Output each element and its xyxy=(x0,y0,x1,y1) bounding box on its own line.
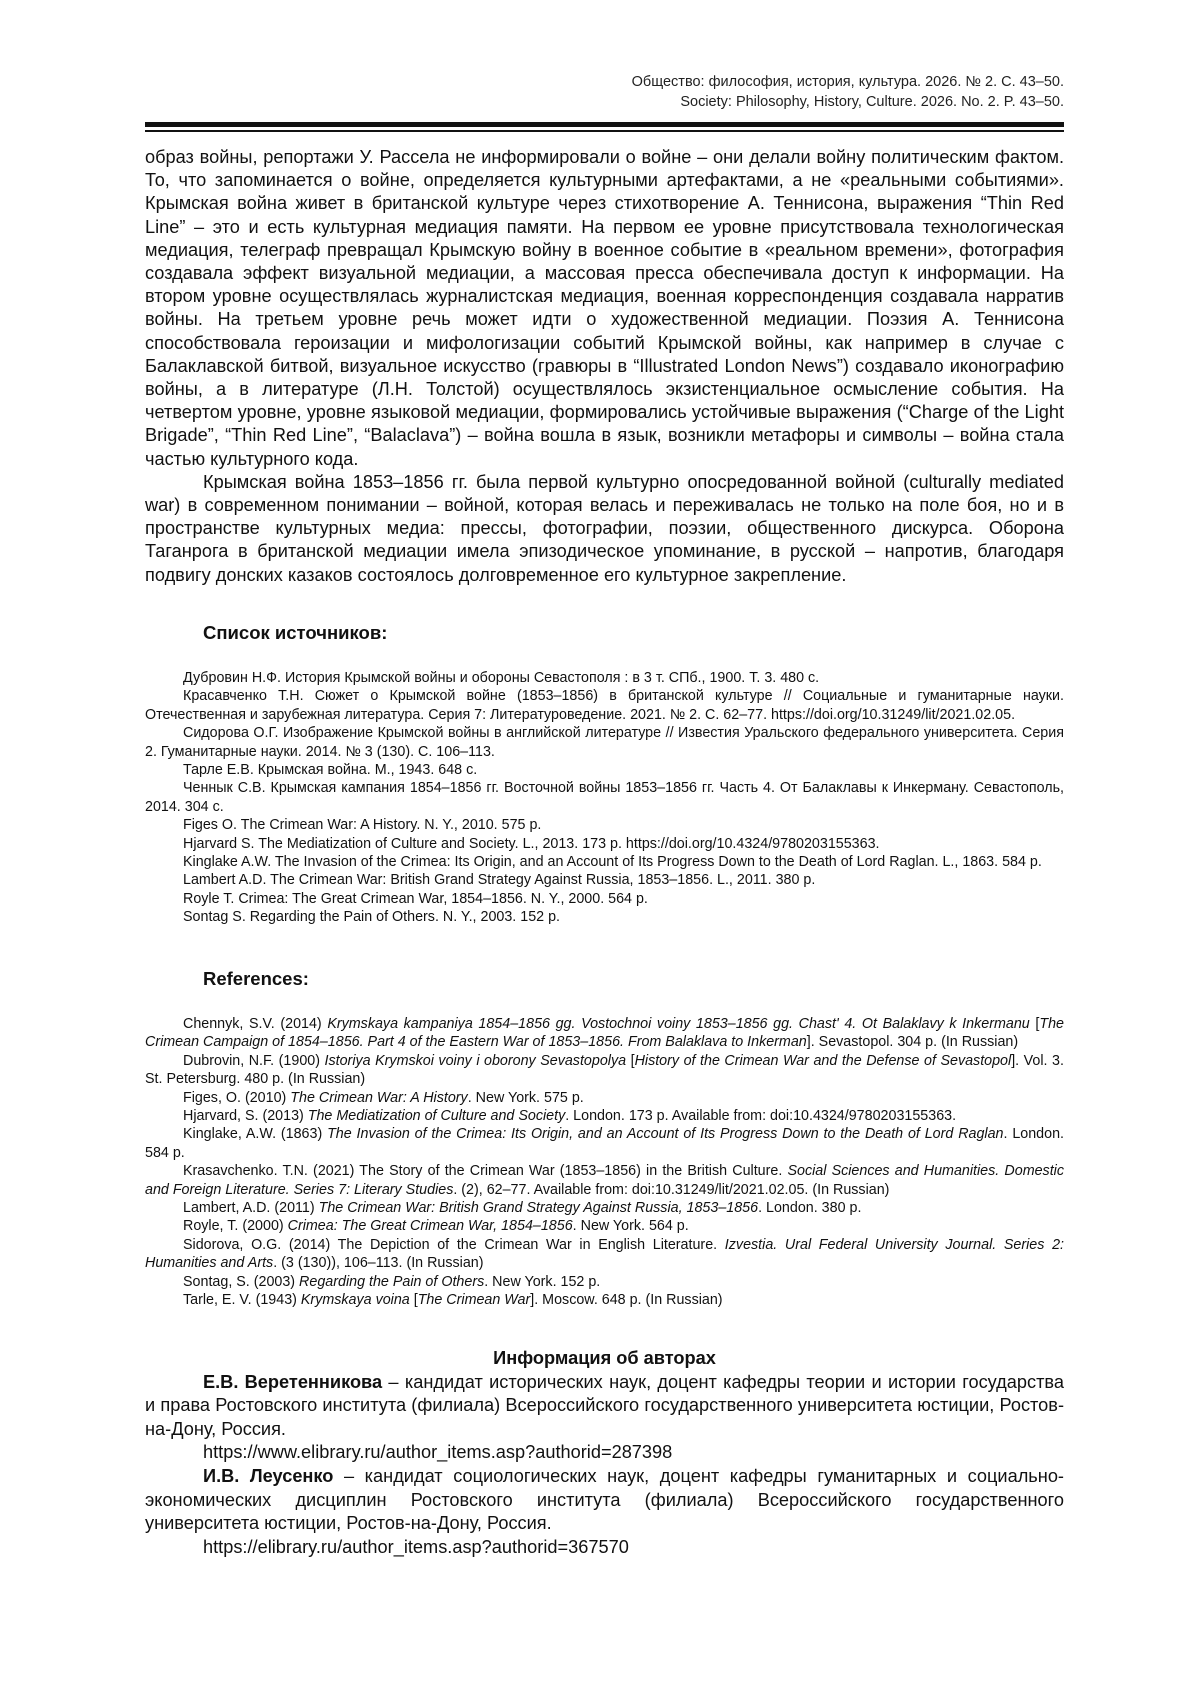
references-title: References: xyxy=(203,968,309,989)
source-item: Тарле Е.В. Крымская война. М., 1943. 648 с. xyxy=(183,762,478,779)
source-item: Hjarvard S. The Mediatization of Culture and Society. L., 2013. 173 p. https://doi.org/10.4324/9780203155363. xyxy=(183,835,880,852)
author-1-name: Е.В. Веретенникова xyxy=(203,1371,383,1392)
reference-item: Kinglake, A.W. (1863) The Invasion of the Crimea: Its Origin, and an Account of Its Progress Down to the Death of Lord Raglan. London. 584 p. xyxy=(145,1126,1064,1161)
header-rule-thin xyxy=(145,130,1064,132)
sources-list xyxy=(145,669,1064,927)
author-2-link[interactable]: https://elibrary.ru/author_items.asp?authorid=367570 xyxy=(203,1536,629,1557)
author-1 xyxy=(145,1371,1064,1442)
author-2-name: И.В. Леусенко xyxy=(203,1465,334,1486)
source-item: Сидорова О.Г. Изображение Крымской войны в английской литературе // Известия Уральского федерального университета. Серия 2. Гуманитарные науки. 2014. № 3 (130). С. 106–113. xyxy=(145,725,1064,760)
reference-item: Dubrovin, N.F. (1900) Istoriya Krymskoi voiny i oborony Sevastopolya [History of the Crimean War and the Defense of Sevastopol]. Vol. 3. St. Petersburg. 480 p. (In Russian) xyxy=(145,1052,1064,1088)
author-2 xyxy=(145,1465,1064,1536)
reference-item: Royle, T. (2000) Crimea: The Great Crimean War, 1854–1856. New York. 564 p. xyxy=(183,1218,689,1235)
source-item: Kinglake A.W. The Invasion of the Crimea: Its Origin, and an Account of Its Progress Down to the Death of Lord Raglan. L., 1863. 584 p. xyxy=(183,854,1042,871)
reference-item: Krasavchenko. T.N. (2021) The Story of the Crimean War (1853–1856) in the British Culture. Social Sciences and Humanities. Domestic and Foreign Literature. Series 7: Literary Studies. (2), 62–77. Available from: doi:10.31249/lit/2021.02.05. (In Russian) xyxy=(145,1163,1064,1198)
running-header xyxy=(145,72,1064,112)
source-item: Sontag S. Regarding the Pain of Others. N. Y., 2003. 152 p. xyxy=(183,909,561,926)
author-info xyxy=(145,1347,1064,1559)
reference-item: Hjarvard, S. (2013) The Mediatization of Culture and Society. London. 173 p. Available from: doi:10.4324/9780203155363. xyxy=(183,1108,957,1125)
reference-item: Sidorova, O.G. (2014) The Depiction of the Crimean War in English Literature. Izvestia. Ural Federal University Journal. Series 2: Humanities and Arts. (3 (130)), 106–113. (In Russian) xyxy=(145,1236,1064,1272)
author-2-text: – кандидат социологических наук, доцент кафедры гуманитарных и социально-экономических дисциплин Ростовского института (филиала) Всероссийского государственного университета юстиции, Ростов-на-Дону, Россия. xyxy=(145,1465,1064,1534)
source-item: Lambert A.D. The Crimean War: British Grand Strategy Against Russia, 1853–1856. L., 2011. 380 p. xyxy=(183,872,816,889)
source-item: Ченнык С.В. Крымская кампания 1854–1856 гг. Восточной войны 1853–1856 гг. Часть 4. От Балаклавы к Инкерману. Севастополь, 2014. 304 с. xyxy=(145,780,1064,815)
author-1-text: – кандидат исторических наук, доцент кафедры теории и истории государства и права Ростовского института (филиала) Всероссийского государственного университета юстиции, Ростов-на-Дону, Россия. xyxy=(145,1371,1064,1439)
sources-title: Список источников: xyxy=(203,622,388,643)
references-list xyxy=(145,1015,1064,1310)
source-item: Royle T. Crimea: The Great Crimean War, 1854–1856. N. Y., 2000. 564 p. xyxy=(183,890,648,907)
reference-item: Lambert, A.D. (2011) The Crimean War: British Grand Strategy Against Russia, 1853–1856. London. 380 p. xyxy=(183,1200,862,1217)
header-line-en: Society: Philosophy, History, Culture. 2026. No. 2. P. 43–50. xyxy=(680,94,1064,110)
author-1-link[interactable]: https://www.elibrary.ru/author_items.asp?authorid=287398 xyxy=(203,1442,673,1463)
reference-item: Figes, O. (2010) The Crimean War: A History. New York. 575 p. xyxy=(183,1089,584,1106)
body-paragraph-1: образ войны, репортажи У. Рассела не информировали о войне – они делали войну политическим фактом. То, что запоминается о войне, определяется культурными артефактами, а не «реальными событиями». Крымская война живет в британской культуре через стихотворение А. Теннисона, выражения “Thin Red Line” – это и есть культурная медиация памяти. На первом ее уровне присутствовала технологическая медиация, телеграф превращал Крымскую войну в военное событие в «реальном времени», фотография создавала эффект визуальной медиации, а массовая пресса обеспечивала доступ к информации. На втором уровне осуществлялась журналистская медиация, военная корреспонденция создавала нарратив войны. На третьем уровне речь может идти о художественной медиации. Поэзия А. Теннисона способствовала героизации и мифологизации событий Крымской войны, как например в случае с Балаклавской битвой, визуальное искусство (гравюры в “Illustrated London News”) создавало иконографию войны, а в литературе (Л.Н. Толстой) осуществлялось экзистенциальное осмысление события. На четвертом уровне, уровне языковой медиации, формировались устойчивые выражения (“Charge of the Light Brigade”, “Thin Red Line”, “Balaclava”) – война вошла в язык, возникли метафоры и символы – война стала частью культурного кода. xyxy=(145,147,1064,469)
body-paragraph-2: Крымская война 1853–1856 гг. была первой культурно опосредованной войной (culturally mediated war) в современном понимании – войной, которая велась и переживалась не только на поле боя, но и в пространстве культурных медиа: прессы, фотографии, поэзии, общественного дискурса. Оборона Таганрога в британской медиации имела эпизодическое упоминание, в русской – напротив, благодаря подвигу донских казаков состоялось долговременное его культурное закрепление. xyxy=(145,471,1064,585)
source-item: Figes O. The Crimean War: A History. N. Y., 2010. 575 p. xyxy=(183,817,542,834)
authors-title: Информация об авторах xyxy=(493,1348,716,1368)
header-rule-thick xyxy=(145,122,1064,127)
reference-item: Sontag, S. (2003) Regarding the Pain of Others. New York. 152 p. xyxy=(183,1273,601,1290)
header-line-ru: Общество: философия, история, культура. 2026. № 2. С. 43–50. xyxy=(631,74,1064,90)
source-item: Красавченко Т.Н. Сюжет о Крымской войне (1853–1856) в британской культуре // Социальные и гуманитарные науки. Отечественная и зарубежная литература. Серия 7: Литературоведение. 2021. № 2. С. 62–77. https://doi.org/10.31249/lit/2021.02.05. xyxy=(145,688,1064,723)
reference-item: Tarle, E. V. (1943) Krymskaya voina [The Crimean War]. Moscow. 648 p. (In Russian) xyxy=(183,1292,723,1309)
body-text xyxy=(145,146,1064,587)
reference-item: Chennyk, S.V. (2014) Krymskaya kampaniya 1854–1856 gg. Vostochnoi voiny 1853–1856 gg. Chast' 4. Ot Balaklavy k Inkermanu [The Crimean Campaign of 1854–1856. Part 4 of the Eastern War of 1853–1856. From Balaklava to Inkerman]. Sevastopol. 304 p. (In Russian) xyxy=(145,1016,1064,1051)
source-item: Дубровин Н.Ф. История Крымской войны и обороны Севастополя : в 3 т. СПб., 1900. Т. 3. 480 с. xyxy=(183,670,820,686)
